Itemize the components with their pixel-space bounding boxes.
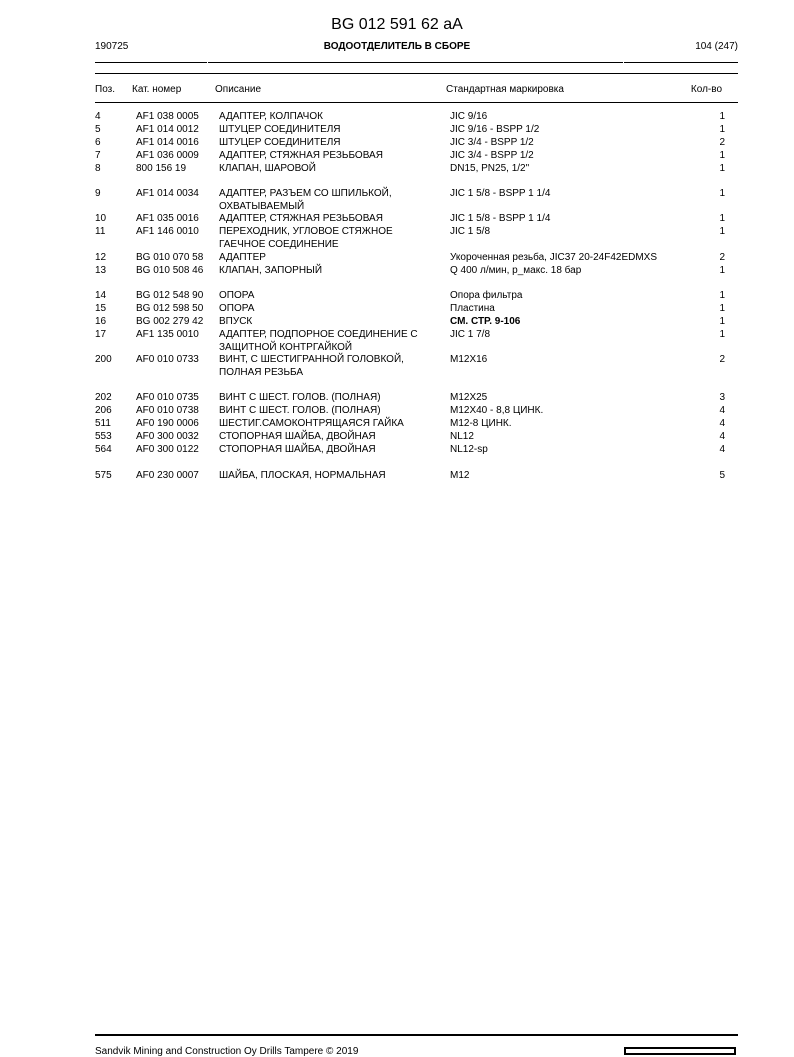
row-catalog-number: AF0 010 0735 (136, 392, 199, 403)
divider (95, 73, 738, 74)
row-position: 10 (95, 213, 107, 224)
row-description: ВПУСК (219, 316, 253, 327)
row-position: 206 (95, 405, 112, 416)
row-standard-marking: M12X40 - 8,8 ЦИНК. (450, 405, 544, 416)
row-standard-marking: DN15, PN25, 1/2" (450, 163, 530, 174)
row-position: 8 (95, 163, 101, 174)
row-standard-marking: Укороченная резьба, JIC37 20-24F42EDMXS (450, 252, 658, 263)
divider (95, 62, 207, 63)
row-catalog-number: AF1 014 0034 (136, 188, 199, 199)
row-catalog-number: AF1 146 0010 (136, 226, 199, 237)
row-quantity: 1 (719, 316, 725, 327)
row-standard-marking: JIC 1 5/8 - BSPP 1 1/4 (450, 213, 551, 224)
row-description: ШАЙБА, ПЛОСКАЯ, НОРМАЛЬНАЯ (219, 470, 386, 481)
row-standard-marking: JIC 9/16 (450, 111, 488, 122)
row-description: АДАПТЕР, СТЯЖНАЯ РЕЗЬБОВАЯ (219, 213, 383, 224)
document-date: 190725 (95, 41, 129, 52)
row-position: 511 (95, 418, 111, 429)
row-quantity: 1 (719, 111, 725, 122)
row-quantity: 1 (719, 303, 725, 314)
divider (95, 1034, 738, 1036)
row-standard-marking: Пластина (450, 303, 495, 314)
row-catalog-number: AF1 135 0010 (136, 329, 199, 340)
row-quantity: 1 (719, 163, 725, 174)
row-position: 14 (95, 290, 107, 301)
row-quantity: 4 (719, 418, 725, 429)
row-standard-marking: JIC 3/4 - BSPP 1/2 (450, 150, 534, 161)
row-catalog-number: AF0 010 0733 (136, 354, 199, 365)
row-quantity: 1 (719, 124, 725, 135)
row-position: 200 (95, 354, 112, 365)
row-position: 13 (95, 265, 107, 276)
row-standard-marking: M12 (450, 470, 470, 481)
document-number: BG 012 591 62 aA (331, 16, 463, 33)
column-header-catalog-number: Кат. номер (132, 84, 182, 95)
row-description: АДАПТЕР, ПОДПОРНОЕ СОЕДИНЕНИЕ С ЗАЩИТНОЙ КОНТРГАЙКОЙ (219, 329, 418, 353)
row-catalog-number: BG 010 070 58 (136, 252, 204, 263)
row-standard-marking: M12-8 ЦИНК. (450, 418, 512, 429)
row-quantity: 1 (719, 150, 725, 161)
row-standard-marking: Опора фильтра (450, 290, 523, 301)
row-description: АДАПТЕР, РАЗЪЕМ СО ШПИЛЬКОЙ, ОХВАТЫВАЕМЫЙ (219, 188, 392, 212)
page-number: 104 (247) (695, 41, 738, 52)
row-catalog-number: AF0 230 0007 (136, 470, 199, 481)
row-standard-marking: JIC 1 7/8 (450, 329, 491, 340)
row-quantity: 1 (719, 213, 725, 224)
row-standard-marking: M12X25 (450, 392, 488, 403)
row-description: ПЕРЕХОДНИК, УГЛОВОЕ СТЯЖНОЕ ГАЕЧНОЕ СОЕДИНЕНИЕ (219, 226, 393, 250)
row-description: ВИНТ, С ШЕСТИГРАННОЙ ГОЛОВКОЙ, ПОЛНАЯ РЕЗЬБА (219, 354, 404, 378)
row-position: 5 (95, 124, 101, 135)
row-standard-marking: NL12-sp (450, 444, 488, 455)
row-standard-marking: NL12 (450, 431, 474, 442)
row-catalog-number: AF0 300 0032 (136, 431, 199, 442)
column-header-standard-marking: Стандартная маркировка (446, 84, 564, 95)
footer-copyright: Sandvik Mining and Construction Oy Drills Tampere © 2019 (95, 1046, 359, 1057)
row-quantity: 1 (719, 226, 725, 237)
row-description: КЛАПАН, ШАРОВОЙ (219, 163, 316, 174)
row-quantity: 2 (719, 252, 725, 263)
row-position: 202 (95, 392, 112, 403)
row-position: 575 (95, 470, 112, 481)
row-position: 17 (95, 329, 107, 340)
row-position: 6 (95, 137, 101, 148)
row-description: СТОПОРНАЯ ШАЙБА, ДВОЙНАЯ (219, 444, 376, 455)
row-position: 4 (95, 111, 101, 122)
row-quantity: 2 (719, 354, 725, 365)
row-description: АДАПТЕР, СТЯЖНАЯ РЕЗЬБОВАЯ (219, 150, 383, 161)
row-standard-marking: JIC 1 5/8 (450, 226, 491, 237)
row-quantity: 2 (719, 137, 725, 148)
row-catalog-number: BG 012 598 50 (136, 303, 204, 314)
column-header-quantity: Кол-во (690, 84, 722, 95)
column-header-description: Описание (215, 84, 262, 95)
row-description: АДАПТЕР (219, 252, 266, 263)
row-standard-marking: JIC 3/4 - BSPP 1/2 (450, 137, 534, 148)
row-catalog-number: AF1 035 0016 (136, 213, 199, 224)
row-quantity: 4 (719, 431, 725, 442)
row-description: ОПОРА (219, 303, 255, 314)
row-catalog-number: AF1 038 0005 (136, 111, 199, 122)
divider (95, 102, 738, 103)
row-description: ШТУЦЕР СОЕДИНИТЕЛЯ (219, 137, 341, 148)
row-quantity: 1 (719, 329, 725, 340)
row-standard-marking: JIC 9/16 - BSPP 1/2 (450, 124, 540, 135)
divider (208, 62, 623, 63)
brand-logo (624, 1047, 736, 1055)
row-quantity: 4 (719, 405, 725, 416)
row-description: ОПОРА (219, 290, 255, 301)
row-position: 12 (95, 252, 107, 263)
row-catalog-number: 800 156 19 (136, 163, 187, 174)
row-quantity: 3 (719, 392, 725, 403)
document-title: ВОДООТДЕЛИТЕЛЬ В СБОРЕ (323, 41, 471, 52)
row-quantity: 4 (719, 444, 725, 455)
row-quantity: 1 (719, 265, 725, 276)
row-description: ВИНТ С ШЕСТ. ГОЛОВ. (ПОЛНАЯ) (219, 405, 381, 416)
row-catalog-number: AF1 014 0012 (136, 124, 199, 135)
row-position: 9 (95, 188, 101, 199)
divider (624, 62, 738, 63)
row-standard-marking: СМ. СТР. 9-106 (450, 316, 521, 327)
row-position: 16 (95, 316, 107, 327)
row-description: ШТУЦЕР СОЕДИНИТЕЛЯ (219, 124, 341, 135)
row-quantity: 1 (719, 290, 725, 301)
row-description: ВИНТ С ШЕСТ. ГОЛОВ. (ПОЛНАЯ) (219, 392, 381, 403)
row-description: ШЕСТИГ.САМОКОНТРЯЩАЯСЯ ГАЙКА (219, 418, 404, 429)
row-position: 15 (95, 303, 107, 314)
row-catalog-number: AF0 300 0122 (136, 444, 199, 455)
row-position: 564 (95, 444, 112, 455)
row-catalog-number: AF0 190 0006 (136, 418, 199, 429)
row-standard-marking: Q 400 л/мин, р_макс. 18 бар (450, 265, 582, 276)
row-position: 553 (95, 431, 112, 442)
row-standard-marking: M12X16 (450, 354, 488, 365)
row-catalog-number: BG 012 548 90 (136, 290, 204, 301)
row-position: 7 (95, 150, 101, 161)
row-description: АДАПТЕР, КОЛПАЧОК (219, 111, 323, 122)
row-quantity: 5 (719, 470, 725, 481)
row-catalog-number: AF1 036 0009 (136, 150, 199, 161)
column-header-pos: Поз. (95, 84, 115, 95)
row-position: 11 (95, 226, 106, 237)
row-catalog-number: BG 002 279 42 (136, 316, 204, 327)
row-catalog-number: AF0 010 0738 (136, 405, 199, 416)
row-standard-marking: JIC 1 5/8 - BSPP 1 1/4 (450, 188, 551, 199)
row-description: КЛАПАН, ЗАПОРНЫЙ (219, 265, 323, 276)
row-catalog-number: BG 010 508 46 (136, 265, 204, 276)
row-catalog-number: AF1 014 0016 (136, 137, 199, 148)
row-description: СТОПОРНАЯ ШАЙБА, ДВОЙНАЯ (219, 431, 376, 442)
row-quantity: 1 (719, 188, 725, 199)
